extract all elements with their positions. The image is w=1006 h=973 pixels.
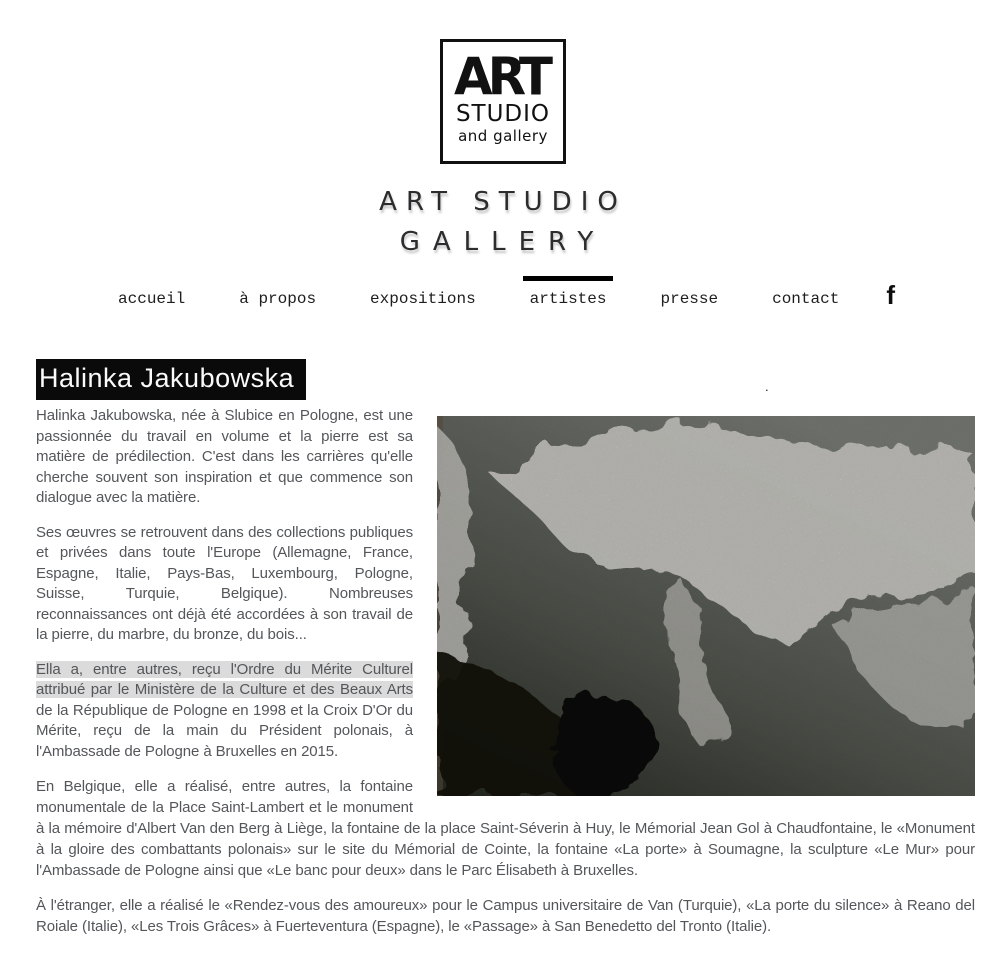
nav-item-expositions[interactable]: expositions xyxy=(370,290,476,308)
page-title xyxy=(36,365,975,392)
art-studio-logo[interactable] xyxy=(440,39,566,164)
nav-item-artistes[interactable]: artistes xyxy=(523,276,614,308)
stone-texture-image xyxy=(437,416,975,796)
logo-text-and-gallery: and gallery xyxy=(458,127,548,145)
page-title-text: Halinka Jakubowska xyxy=(36,359,306,400)
site-title-line2: GALLERY xyxy=(399,227,607,257)
site-header xyxy=(0,0,1006,308)
paragraph-bio-2: Ses œuvres se retrouvent dans des collections publiques et privées dans toute l'Europe (Allemagne, France, Espagne, Italie, Pays-Bas, Luxembourg, Pologne, Suisse, Turquie, Belgique). Nombreuses reconnaissances ont déjà été accordées à son travail de la pierre, du marbre, du bronze, du bois... xyxy=(36,523,413,643)
nav-item-accueil[interactable]: accueil xyxy=(118,290,186,308)
site-title xyxy=(0,182,1006,262)
logo-text-studio: STUDIO xyxy=(455,101,551,127)
nav-item-a-propos[interactable]: à propos xyxy=(239,290,317,308)
stone-texture-photo[interactable] xyxy=(437,416,975,796)
paragraph-belgium-works: En Belgique, elle a réalisé, entre autres, la fontaine monumentale de la Place Saint-Lambert et le monument à la mémoire d'Albert Van den Berg à Liège, la fontaine de la place Saint-Séverin à Huy, le Mémorial Jean Gol à Chaudfontaine, le «Monument à la gloire des combattants polonais» sur le site du Mémorial de Cointe, la fontaine «La porte» à Soumagne, la sculpture «Le Mur» pour l'Ambassade de Pologne ainsi que «Le banc pour deux» dans le Parc Élisabeth à Bruxelles. xyxy=(36,778,975,879)
logo-text-art: ART xyxy=(453,46,549,108)
highlighted-text: Ella a, entre autres, reçu l'Ordre du Mérite Culturel attribué par le Ministère de la Culture et des Beaux Arts xyxy=(36,660,413,698)
paragraph-foreign-works: À l'étranger, elle a réalisé le «Rendez-vous des amoureux» pour le Campus universitaire de Van (Turquie), «La porte du silence» à Reano del Roiale (Italie), «Les Trois Grâces» à Fuerteventura (Espagne), le «Passage» à San Benedetto del Tronto (Italie). xyxy=(36,897,975,935)
paragraph-bio-1: Halinka Jakubowska, née à Slubice en Pologne, est une passionnée du travail en volume et la pierre est sa matière de prédilection. C'est dans les carrières qu'elle cherche souvent son inspiration et que commence son dialogue avec la matière. xyxy=(36,407,413,506)
site-title-line1: ART STUDIO xyxy=(379,187,627,217)
nav-item-contact[interactable]: contact xyxy=(772,290,840,308)
nav-item-presse[interactable]: presse xyxy=(660,290,719,308)
main-nav xyxy=(0,276,1006,308)
paragraph-bio-3-rest: de la République de Pologne en 1998 et la Croix D'Or du Mérite, reçu de la main du Président polonais, à l'Ambassade de Pologne à Bruxelles en 2015. xyxy=(36,701,413,760)
stray-dot: . xyxy=(765,379,769,394)
artist-page xyxy=(0,365,1006,937)
facebook-icon[interactable]: f xyxy=(886,280,895,310)
artist-article xyxy=(36,406,975,937)
